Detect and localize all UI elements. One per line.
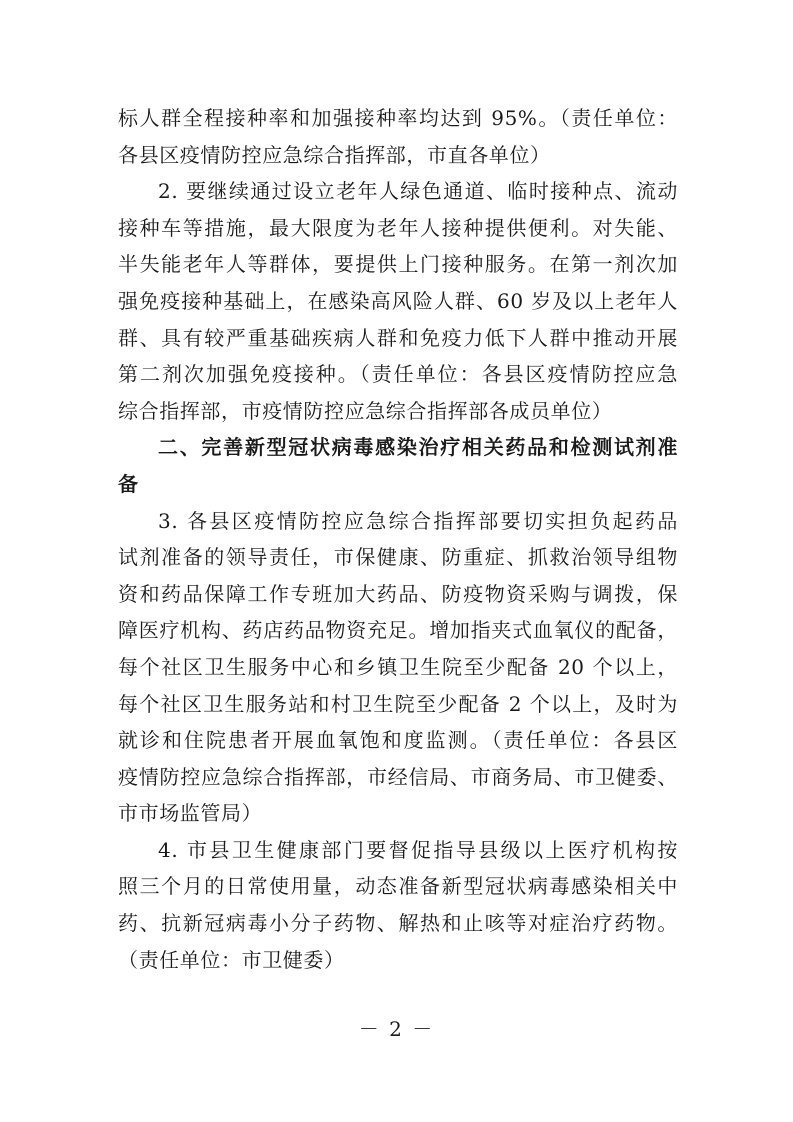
section-heading-line: 备 bbox=[118, 471, 139, 496]
text-line: 市市场监管局） bbox=[118, 801, 263, 826]
text-line: 就诊和住院患者开展血氧饱和度监测。（责任单位：各县区 bbox=[118, 728, 678, 753]
text-line: 每个社区卫生服务站和村卫生院至少配备 2 个以上，及时为 bbox=[118, 691, 678, 716]
section-heading-line: 二、完善新型冠状病毒感染治疗相关药品和检测试剂准 bbox=[158, 435, 678, 460]
text-line: 4. 市县卫生健康部门要督促指导县级以上医疗机构按 bbox=[158, 837, 678, 862]
text-line: 障医疗机构、药店药品物资充足。增加指夹式血氧仪的配备， bbox=[118, 618, 678, 643]
text-line: 疫情防控应急综合指挥部，市经信局、市商务局、市卫健委、 bbox=[118, 764, 678, 789]
text-line: 第二剂次加强免疫接种。（责任单位：各县区疫情防控应急 bbox=[118, 362, 678, 387]
text-line: 照三个月的日常使用量，动态准备新型冠状病毒感染相关中 bbox=[118, 874, 678, 899]
text-line: 试剂准备的领导责任，市保健康、防重症、抓救治领导组物 bbox=[118, 545, 678, 570]
text-line: 各县区疫情防控应急综合指挥部，市直各单位） bbox=[118, 142, 551, 167]
text-line: 2. 要继续通过设立老年人绿色通道、临时接种点、流动 bbox=[158, 179, 678, 204]
text-line: 群、具有较严重基础疾病人群和免疫力低下人群中推动开展 bbox=[118, 325, 678, 350]
text-line: 药、抗新冠病毒小分子药物、解热和止咳等对症治疗药物。 bbox=[118, 911, 678, 936]
text-line: 强免疫接种基础上，在感染高风险人群、60 岁及以上老年人 bbox=[118, 288, 678, 313]
text-line: 3. 各县区疫情防控应急综合指挥部要切实担负起药品 bbox=[158, 508, 678, 533]
text-line: 接种车等措施，最大限度为老年人接种提供便利。对失能、 bbox=[118, 215, 678, 240]
text-line: 半失能老年人等群体，要提供上门接种服务。在第一剂次加 bbox=[118, 252, 678, 277]
text-line: 每个社区卫生服务中心和乡镇卫生院至少配备 20 个以上， bbox=[118, 654, 678, 679]
text-line: 标人群全程接种率和加强接种率均达到 95%。（责任单位： bbox=[118, 106, 678, 130]
text-line: 综合指挥部，市疫情防控应急综合指挥部各成员单位） bbox=[118, 398, 613, 423]
body-text bbox=[118, 100, 678, 978]
text-line: （责任单位：市卫健委） bbox=[118, 947, 345, 972]
text-line: 资和药品保障工作专班加大药品、防疫物资采购与调拨，保 bbox=[118, 581, 678, 606]
page-number: － 2 － bbox=[358, 1017, 435, 1041]
